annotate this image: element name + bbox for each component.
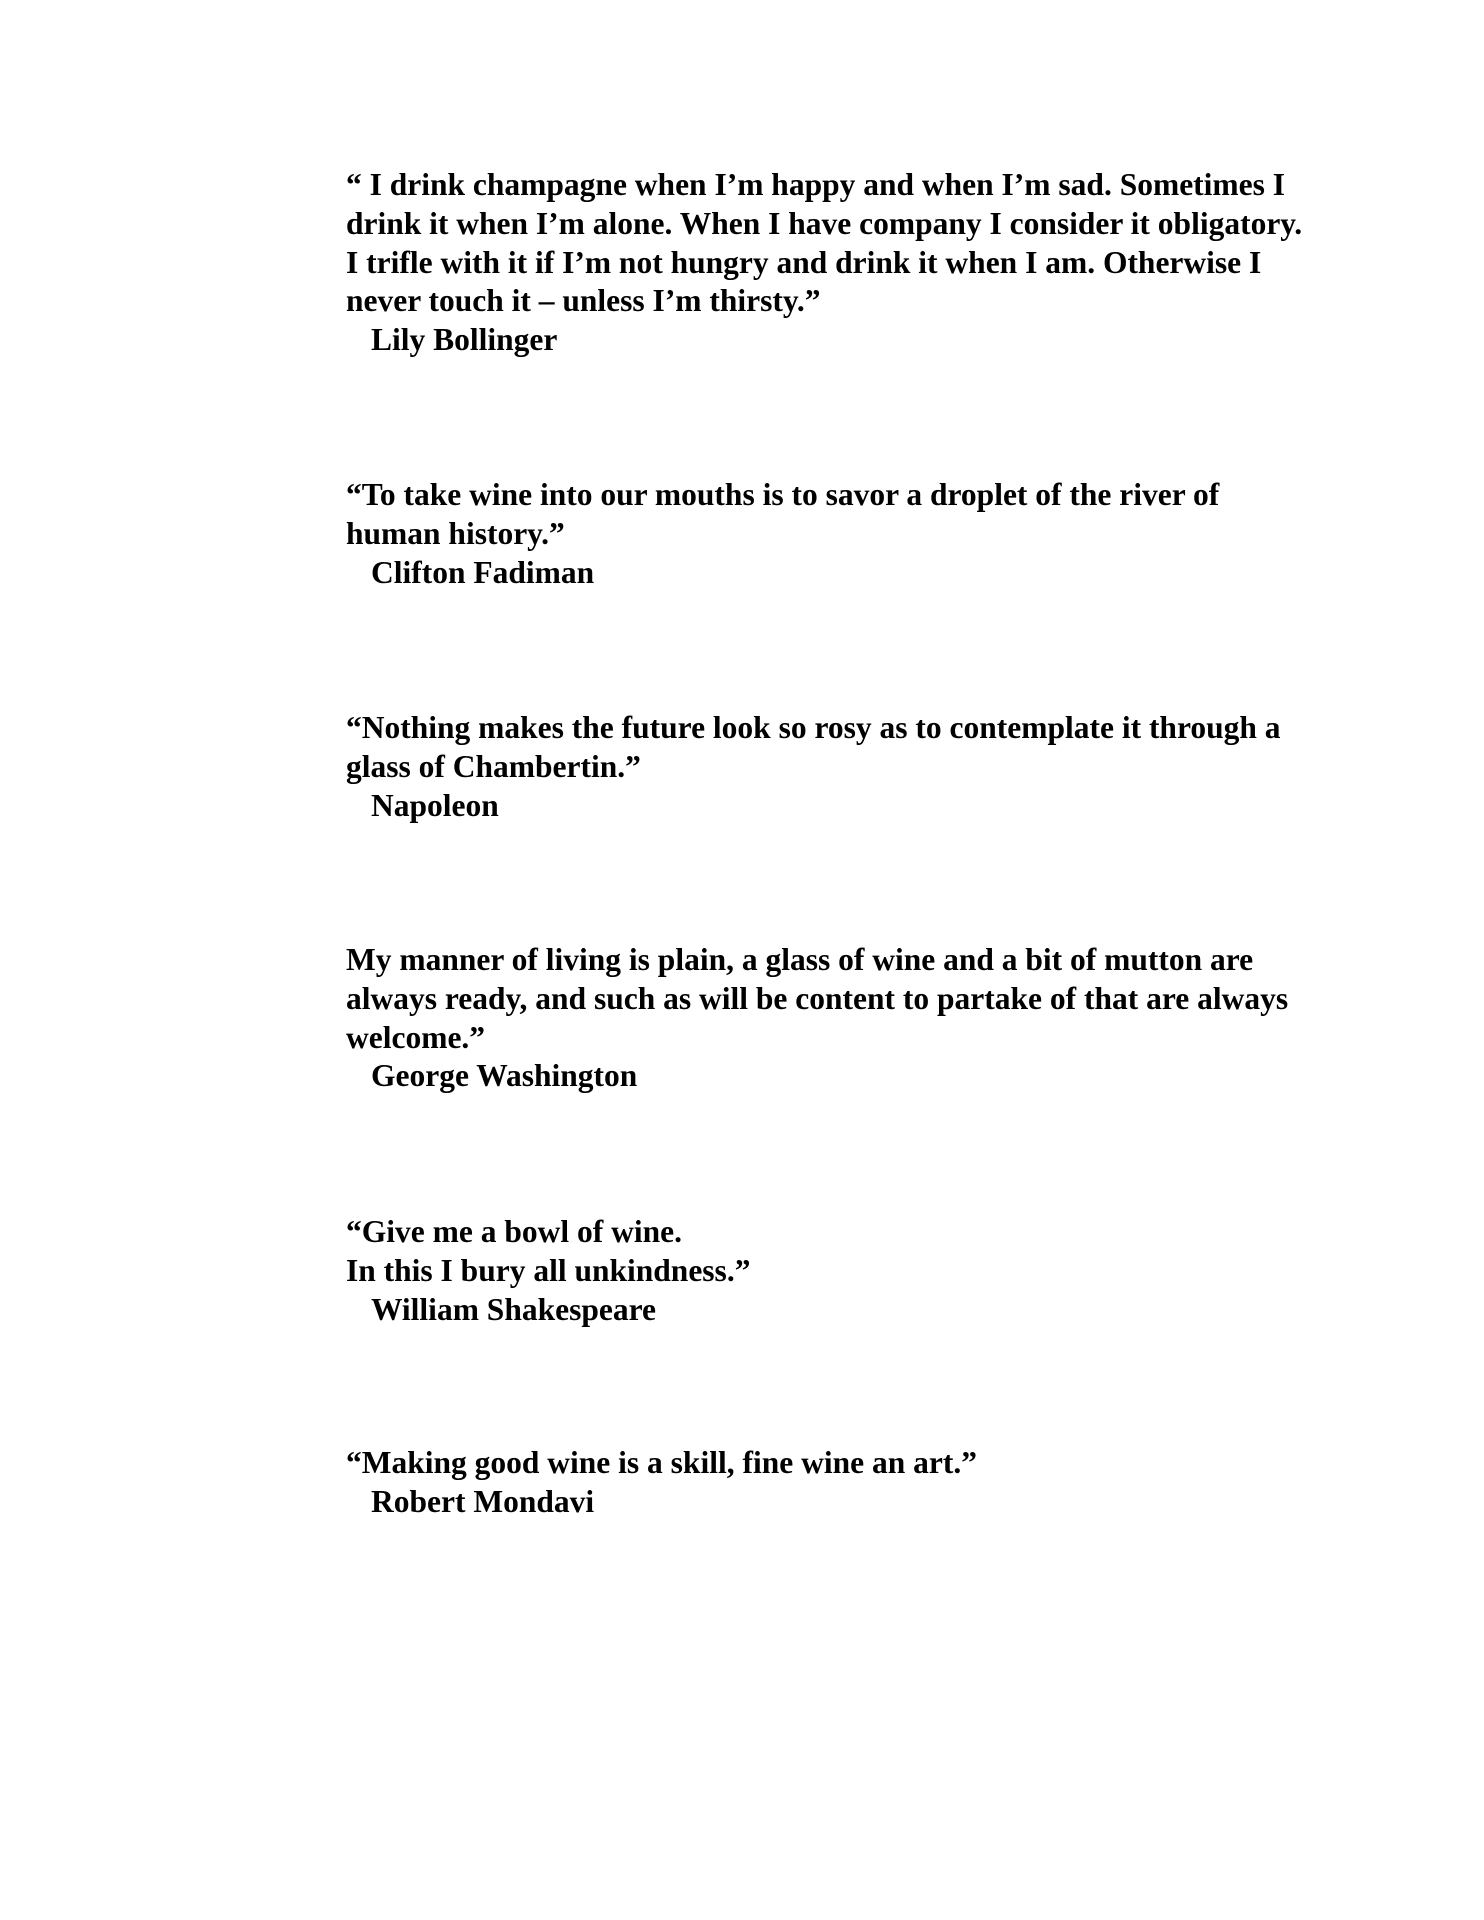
quote-text-line: glass of Chambertin.”	[346, 748, 641, 784]
quote-author: Lily Bollinger	[371, 322, 558, 358]
quote-author: Robert Mondavi	[371, 1483, 595, 1519]
quote-text-line: drink it when I’m alone. When I have company I consider it obligatory.	[346, 205, 1303, 241]
quote-text-line: “Making good wine is a skill, fine wine an art.”	[346, 1445, 977, 1480]
quote-text-line: “To take wine into our mouths is to savor a droplet of the river of	[346, 477, 1220, 512]
quote-text-line: I trifle with it if I’m not hungry and drink it when I am. Otherwise I	[346, 244, 1262, 280]
quote-author: Clifton Fadiman	[371, 554, 595, 590]
quote-author: George Washington	[371, 1058, 638, 1094]
quote-shakespeare	[346, 1213, 1386, 1329]
quote-text-line: In this I bury all unkindness.”	[346, 1252, 751, 1288]
quote-text-line: human history.”	[346, 515, 565, 551]
quote-text-line: always ready, and such as will be content to partake of that are always	[346, 980, 1289, 1016]
quote-text-line: never touch it – unless I’m thirsty.”	[346, 283, 821, 319]
quote-text-line: “Nothing makes the future look so rosy as to contemplate it through a	[346, 710, 1281, 745]
quote-text-line: “Give me a bowl of wine.	[346, 1214, 682, 1249]
quote-washington	[346, 941, 1386, 1096]
quote-napoleon	[346, 709, 1386, 825]
quote-author: William Shakespeare	[371, 1291, 656, 1327]
quote-mondavi	[346, 1444, 1386, 1522]
quote-author: Napoleon	[371, 787, 499, 823]
quote-bollinger	[346, 166, 1386, 360]
quote-text-line: My manner of living is plain, a glass of wine and a bit of mutton are	[346, 942, 1254, 977]
quote-text-line: “ I drink champagne when I’m happy and when I’m sad. Sometimes I	[346, 167, 1286, 202]
quote-text-line: welcome.”	[346, 1019, 486, 1055]
quote-fadiman	[346, 476, 1386, 592]
